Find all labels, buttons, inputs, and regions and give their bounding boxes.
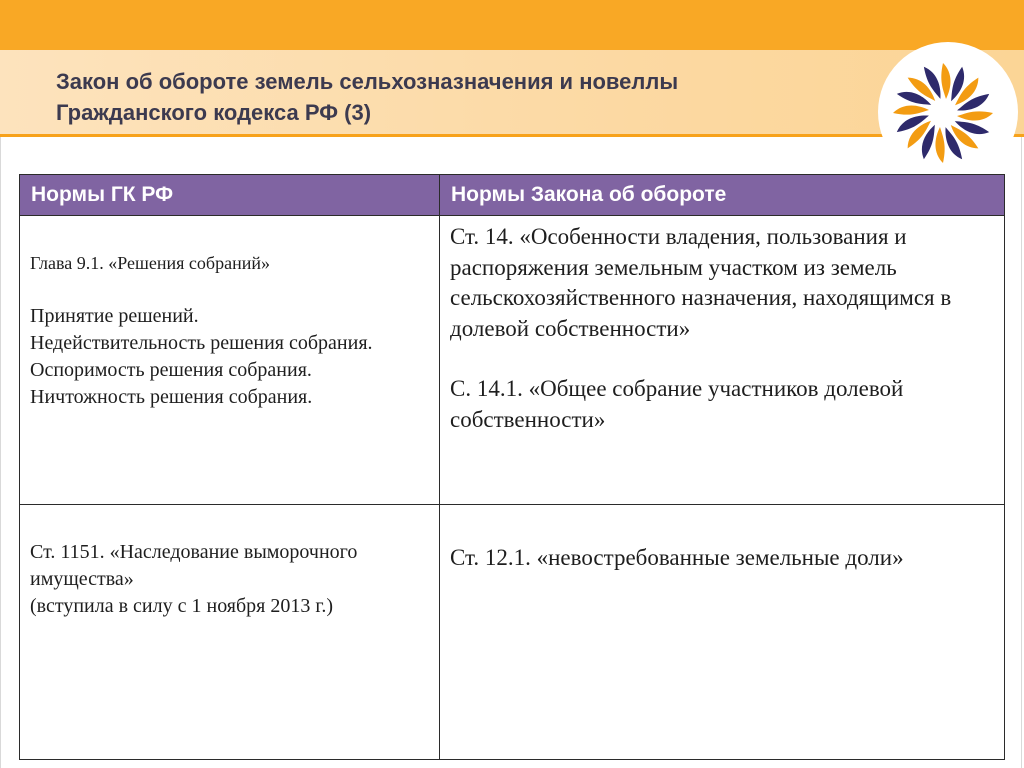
paragraph-gap bbox=[450, 344, 994, 374]
slide-title bbox=[56, 66, 856, 128]
logo-center bbox=[932, 102, 954, 124]
slide-border-right bbox=[1021, 137, 1022, 768]
slide-title-line-1: Закон об обороте земель сельхозназначения и новеллы bbox=[56, 69, 679, 94]
article-1151-text: Ст. 1151. «Наследование выморочного имущества» bbox=[30, 541, 358, 590]
article-12-1-text: Ст. 12.1. «невостребованные земельные доли» bbox=[450, 545, 904, 570]
sun-swirl-logo-icon bbox=[888, 58, 998, 168]
logo-ray-orange bbox=[893, 105, 929, 114]
article-1151-note: (вступила в силу с 1 ноября 2013 г.) bbox=[30, 595, 333, 617]
article-14-text: Ст. 14. «Особенности владения, пользования и распоряжения земельным участком из земель сельскохозяйственного назначения, находящимся в долевой собственности» bbox=[450, 224, 952, 341]
list-item: Оспоримость решения собрания. bbox=[30, 359, 312, 381]
list-item: Ничтожность решения собрания. bbox=[30, 386, 313, 408]
table-row bbox=[20, 216, 1005, 505]
cell-law-articles-14 bbox=[440, 216, 1005, 505]
list-item: Недействительность решения собрания. bbox=[30, 332, 373, 354]
header-gk-norms: Нормы ГК РФ bbox=[20, 175, 440, 216]
table-row bbox=[20, 505, 1005, 760]
top-accent-bar bbox=[0, 0, 1024, 50]
header-law-norms: Нормы Закона об обороте bbox=[440, 175, 1005, 216]
table-header-row bbox=[20, 175, 1005, 216]
logo-ray-orange bbox=[941, 63, 950, 99]
logo-ray-orange bbox=[935, 127, 944, 163]
cell-law-article-12-1 bbox=[440, 505, 1005, 760]
article-14-1-text: С. 14.1. «Общее собрание участников долевой собственности» bbox=[450, 376, 904, 432]
cell-gk-chapter-9-1 bbox=[20, 216, 440, 505]
list-item: Принятие решений. bbox=[30, 305, 199, 327]
slide-border-left bbox=[0, 137, 1, 768]
cell-gk-article-1151 bbox=[20, 505, 440, 760]
slide-title-line-2: Гражданского кодекса РФ (3) bbox=[56, 100, 372, 125]
logo-ray-orange bbox=[957, 111, 993, 120]
chapter-heading: Глава 9.1. «Решения собраний» bbox=[30, 253, 270, 273]
comparison-table bbox=[19, 174, 1005, 760]
title-underline bbox=[0, 134, 1024, 137]
